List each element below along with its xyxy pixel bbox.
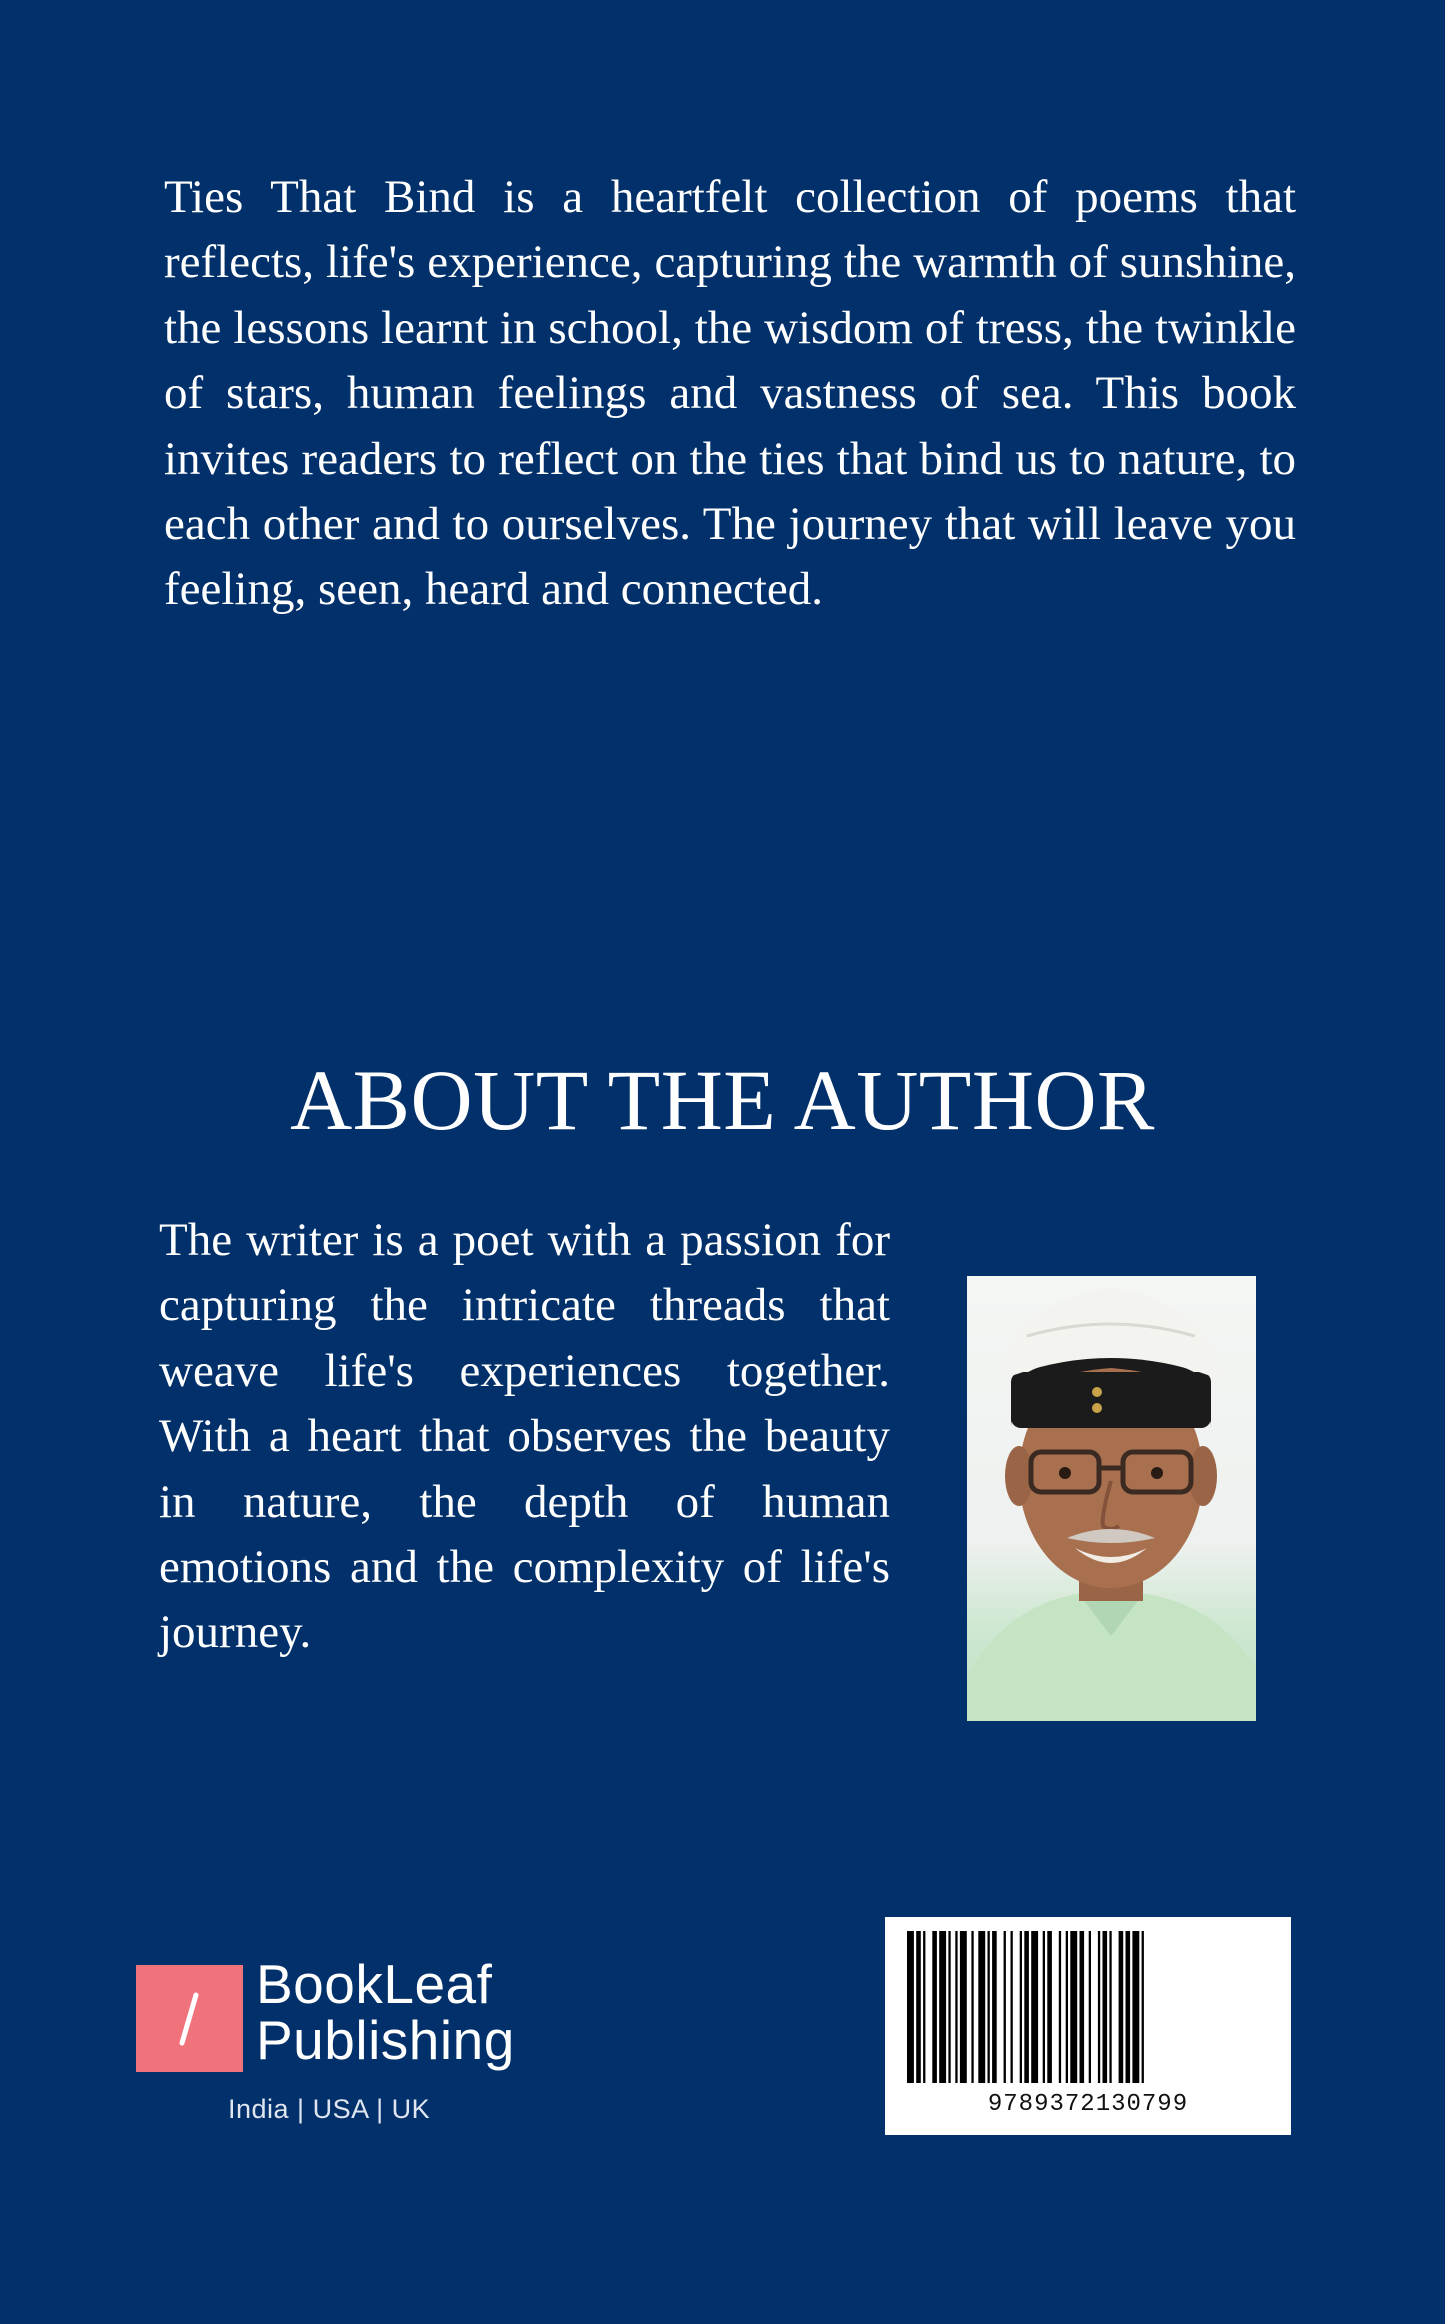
- barcode-bar: [1024, 1931, 1029, 2083]
- barcode-bar: [1070, 1931, 1077, 2083]
- isbn-number: 9789372130799: [987, 2091, 1189, 2118]
- barcode-bar: [923, 1931, 925, 2083]
- barcode-bar: [1098, 1931, 1100, 2083]
- barcode-bar: [1080, 1931, 1085, 2083]
- barcode-bar: [1004, 1931, 1006, 2083]
- barcode-bar: [1119, 1931, 1124, 2083]
- barcode-bar: [1043, 1931, 1045, 2083]
- barcode-bar: [1011, 1931, 1013, 2083]
- author-photo: [967, 1276, 1256, 1721]
- publisher-name-line1: BookLeaf: [256, 1953, 493, 2015]
- publisher-name-line2: Publishing: [256, 2009, 515, 2071]
- barcode-bar: [955, 1931, 957, 2083]
- barcode-bar: [971, 1931, 973, 2083]
- barcode-bar: [1059, 1931, 1061, 2083]
- barcode-bar: [1066, 1931, 1068, 2083]
- book-blurb: Ties That Bind is a heartfelt collection of poems that reflects, life's experience, capturing the warmth of sunshine, the lessons learnt in school, the wisdom of tress, the twinkle of stars, human feelings and vastness of sea. This book invites readers to reflect on the ties that bind us to nature, to each other and to ourselves. The journey that will leave you feeling, seen, heard and connected.: [164, 171, 1296, 616]
- isbn-barcode: [885, 1917, 1291, 2135]
- barcode-bar: [916, 1931, 921, 2083]
- about-author-heading: ABOUT THE AUTHOR: [290, 1052, 1155, 1148]
- barcode-bar: [978, 1931, 985, 2083]
- barcode-bar: [907, 1931, 914, 2083]
- author-bio: The writer is a poet with a passion for capturing the intricate threads that weave life's experiences together. With a heart that observes the beauty in nature, the depth of human emotions and the complexity of life's journey.: [159, 1214, 890, 1659]
- barcode-bar: [1089, 1931, 1091, 2083]
- barcode-bar: [988, 1931, 990, 2083]
- publisher-name: [256, 1953, 515, 2071]
- barcode-bar: [948, 1931, 950, 2083]
- barcode-bar: [1142, 1931, 1144, 2083]
- barcode-bar: [932, 1931, 937, 2083]
- bookleaf-logo-icon: [136, 1965, 243, 2072]
- barcode-bar: [1020, 1931, 1022, 2083]
- barcode-bar: [939, 1931, 946, 2083]
- barcode-bar: [960, 1931, 967, 2083]
- barcode-bar: [1047, 1931, 1052, 2083]
- barcode-bar: [1103, 1931, 1108, 2083]
- barcode-bar: [1109, 1931, 1111, 2083]
- barcode-bar: [1031, 1931, 1038, 2083]
- barcode-bar: [992, 1931, 997, 2083]
- publisher-regions: India | USA | UK: [228, 2094, 431, 2124]
- barcode-bar: [1126, 1931, 1131, 2083]
- barcode-bar: [1132, 1931, 1139, 2083]
